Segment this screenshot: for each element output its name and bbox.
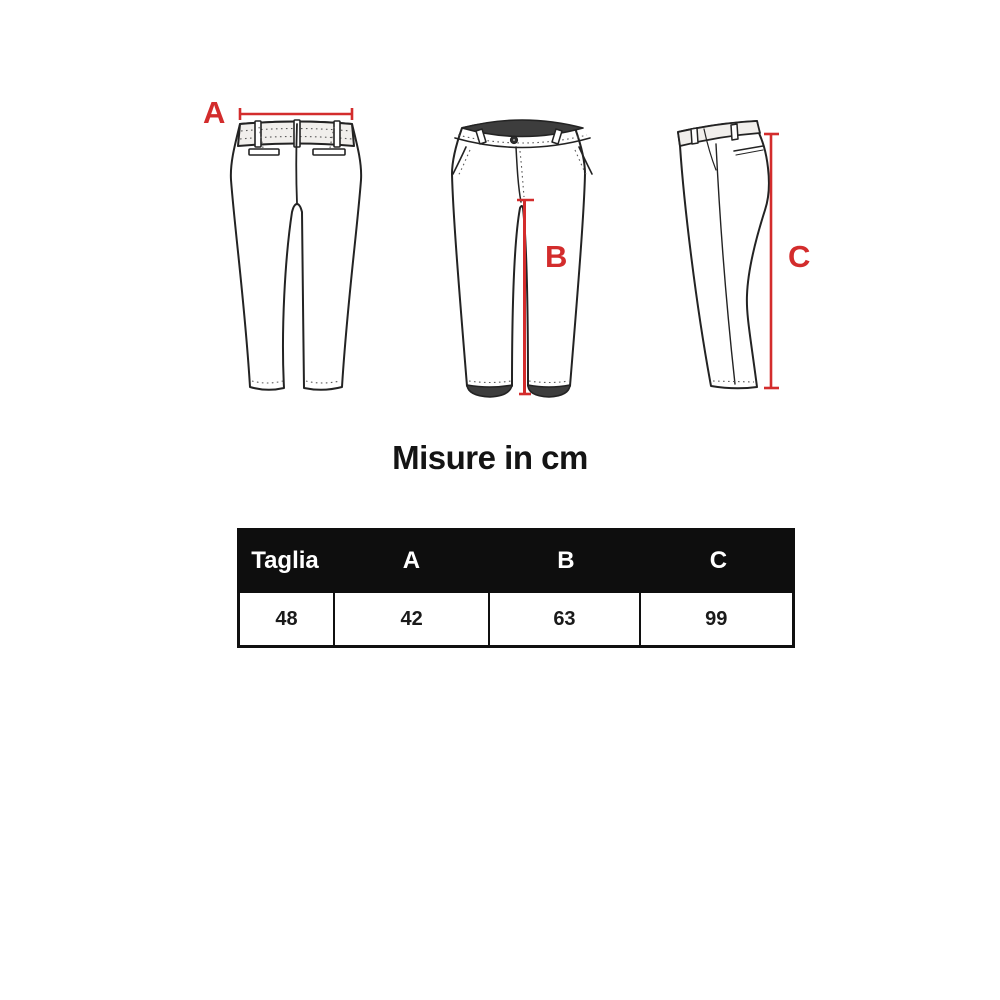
size-table (237, 528, 795, 648)
size-table-row (237, 593, 795, 648)
pants-front-view-drawing (440, 100, 610, 410)
size-table-cell-c: 99 (705, 607, 728, 630)
waist-button (510, 136, 517, 143)
size-table-header-row (237, 528, 795, 593)
size-table-header-c: C (709, 546, 728, 574)
size-guide-title: Misure in cm (392, 439, 588, 476)
measurement-label-a: A (203, 95, 226, 130)
size-table-cell-taglia: 48 (240, 593, 335, 645)
measurement-label-b: B (545, 239, 568, 274)
size-table-cell-a: 42 (335, 593, 490, 645)
size-table-cell-b: 63 (490, 593, 640, 645)
waist-width-measure-arrow (240, 108, 352, 120)
size-table-header-a: A (402, 546, 421, 574)
size-table-header-taglia: Taglia (251, 546, 319, 574)
pants-back-view-drawing (200, 95, 380, 415)
size-table-header-b: B (557, 546, 575, 574)
measurement-label-c: C (788, 239, 811, 274)
